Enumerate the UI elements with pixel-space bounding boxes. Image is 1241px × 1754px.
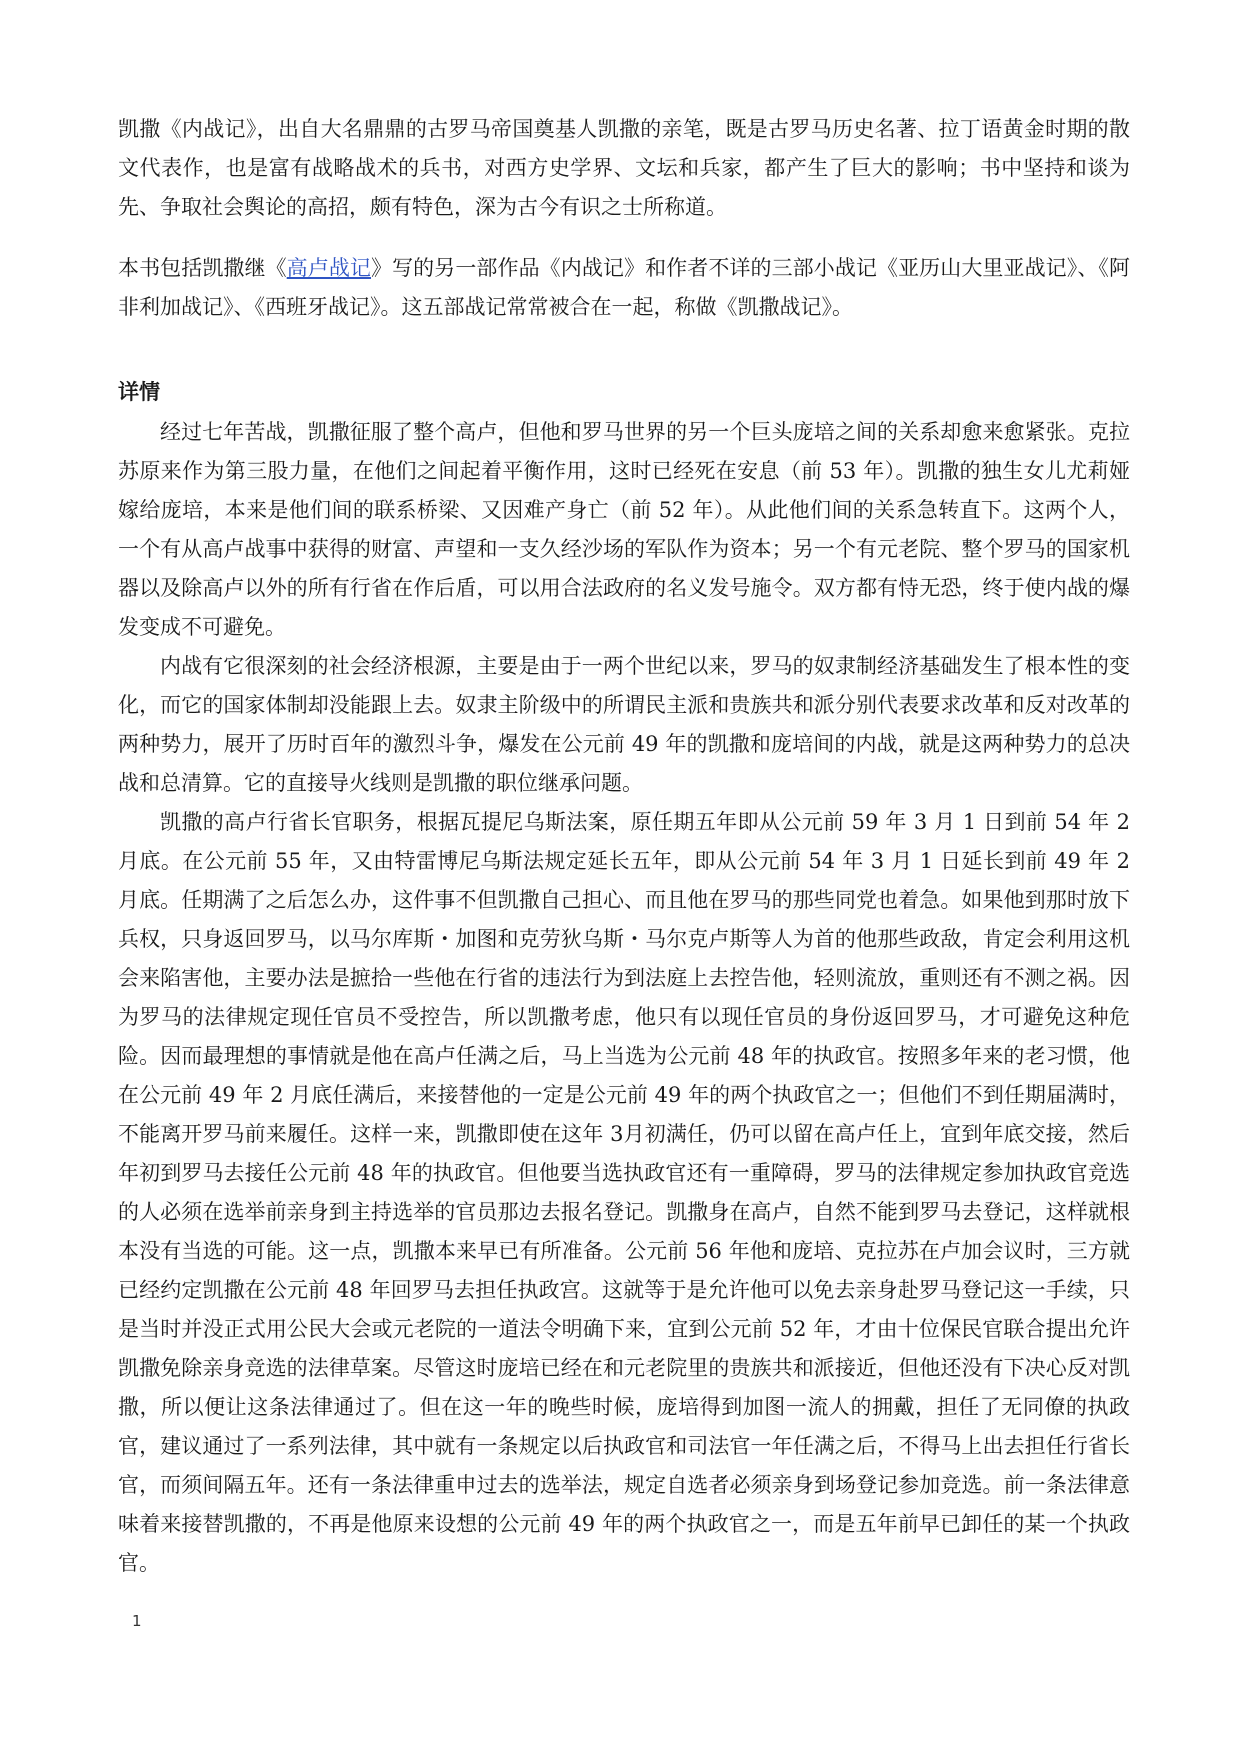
document-page <box>118 110 1130 1583</box>
intro-text-before-link: 本书包括凯撒继《 <box>118 256 287 280</box>
gaul-wars-link[interactable]: 高卢战记 <box>286 256 372 280</box>
section-heading: 详情 <box>118 380 160 404</box>
body-paragraph-3: 凯撒的高卢行省长官职务，根据瓦提尼乌斯法案，原任期五年即从公元前 59 年 3 月 1 日到前 54 年 2月底。在公元前 55 年，又由特雷博尼乌斯法规定延长五年，即从公元前 54 年 3 月 1 日延长到前 49 年 2 月底。任期满了之后怎么办，这件事不但凯撒自己担心、而且他在罗马的那些同党也着急。如果他到那时放下兵权，只身返回罗马，以马尔库斯・加图和克劳狄乌斯・马尔克卢斯等人为首的他那些政敌，肯定会利用这机会来陷害他，主要办法是摭拾一些他在行省的违法行为到法庭上去控告他，轻则流放，重则还有不测之祸。因为罗马的法律规定现任官员不受控告，所以凯撒考虑，他只有以现任官员的身份返回罗马，才可避免这种危险。因而最理想的事情就是他在高卢任满之后，马上当选为公元前 48 年的执政官。按照多年来的老习惯，他在公元前 49 年 2 月底任满后，来接替他的一定是公元前 49 年的两个执政官之一；但他们不到任期届满时，不能离开罗马前来履任。这样一来，凯撒即使在这年 3月初满任，仍可以留在高卢任上，宜到年底交接，然后年初到罗马去接任公元前 48 年的执政官。但他要当选执政官还有一重障碍，罗马的法律规定参加执政官竞选的人必须在选举前亲身到主持选举的官员那边去报名登记。凯撒身在高卢，自然不能到罗马去登记，这样就根本没有当选的可能。这一点，凯撒本来早已有所准备。公元前 56 年他和庞培、克拉苏在卢加会议时，三方就已经约定凯撒在公元前 48 年回罗马去担任执政宫。这就等于是允许他可以免去亲身赴罗马登记这一手续，只是当时并没正式用公民大会或元老院的一道法令明确下来，宜到公元前 52 年，才由十位保民官联合提出允许凯撒免除亲身竞选的法律草案。尽管这时庞培已经在和元老院里的贵族共和派接近，但他还没有下决心反对凯撒，所以便让这条法律通过了。但在这一年的晚些时候，庞培得到加图一流人的拥戴，担任了无同僚的执政官，建议通过了一系列法律，其中就有一条规定以后执政官和司法官一年任满之后，不得马上出去担任行省长官，而须间隔五年。还有一条法律重申过去的选举法，规定自选者必须亲身到场登记参加竞选。前一条法律意味着来接替凯撒的，不再是他原来设想的公元前 49 年的两个执政官之一，而是五年前早已卸任的某一个执政官。 <box>118 810 1130 1575</box>
intro-text-after-link: 》写的另一部作品《内战记》和作者不详的三部小战记《亚历山大里亚战记》、《阿非利加战记》、《西班牙战记》。这五部战记常常被合在一起，称做《凯撒战记》。 <box>118 256 1131 319</box>
body-paragraph-1: 经过七年苦战，凯撒征服了整个高卢，但他和罗马世界的另一个巨头庞培之间的关系却愈来愈紧张。克拉苏原来作为第三股力量，在他们之间起着平衡作用，这时已经死在安息（前 53 年）。凯撒的独生女儿尤莉娅嫁给庞培，本来是他们间的联系桥梁、又因难产身亡（前 52 年）。从此他们间的关系急转直下。这两个人，一个有从高卢战事中获得的财富、声望和一支久经沙场的军队作为资本；另一个有元老院、整个罗马的国家机器以及除高卢以外的所有行省在作后盾，可以用合法政府的名义发号施令。双方都有恃无恐，终于使内战的爆发变成不可避免。 <box>118 420 1130 639</box>
intro-paragraph-1: 凯撒《内战记》，出自大名鼎鼎的古罗马帝国奠基人凯撒的亲笔，既是古罗马历史名著、拉丁语黄金时期的散文代表作，也是富有战略战术的兵书，对西方史学界、文坛和兵家，都产生了巨大的影响；书中坚持和谈为先、争取社会舆论的高招，颇有特色，深为古今有识之士所称道。 <box>118 117 1130 219</box>
body-paragraph-2: 内战有它很深刻的社会经济根源，主要是由于一两个世纪以来，罗马的奴隶制经济基础发生了根本性的变化，而它的国家体制却没能跟上去。奴隶主阶级中的所谓民主派和贵族共和派分别代表要求改革和反对改革的两种势力，展开了历时百年的激烈斗争，爆发在公元前 49 年的凯撒和庞培间的内战，就是这两种势力的总决战和总清算。它的直接导火线则是凯撒的职位继承问题。 <box>118 654 1130 795</box>
intro-paragraph-2 <box>118 249 1130 327</box>
page-number: 1 <box>132 1612 142 1630</box>
